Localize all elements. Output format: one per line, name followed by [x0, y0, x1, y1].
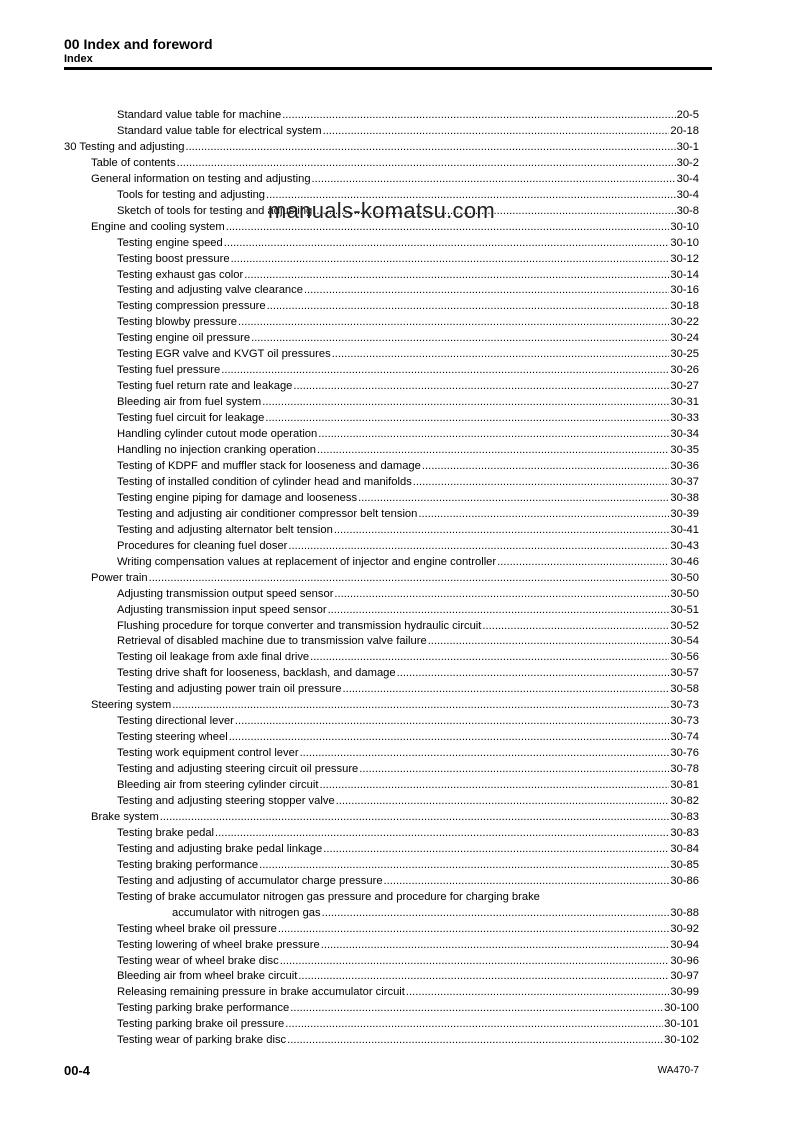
toc-entry[interactable]: [64, 969, 699, 985]
toc-entry-title: Testing fuel circuit for leakage: [117, 412, 265, 425]
toc-leader-dots: [422, 459, 669, 475]
toc-entry[interactable]: [64, 730, 699, 746]
toc-entry-page: 30-96: [670, 954, 699, 967]
toc-entry[interactable]: [64, 315, 699, 331]
toc-entry-title: Bleeding air from steering cylinder circuit: [117, 779, 319, 792]
toc-leader-dots: [428, 634, 670, 650]
toc-leader-dots: [312, 172, 676, 188]
toc-entry-page: 30-25: [670, 348, 699, 361]
toc-entry[interactable]: [64, 299, 699, 315]
toc-entry-title: Standard value table for machine: [117, 109, 282, 121]
toc-entry[interactable]: [64, 363, 699, 379]
toc-entry-page: 30-97: [670, 970, 699, 983]
toc-leader-dots: [244, 268, 669, 284]
toc-leader-dots: [160, 810, 670, 826]
toc-entry-page: 30-101: [664, 1018, 699, 1031]
toc-entry-title: Testing engine piping for damage and looseness: [117, 491, 358, 504]
toc-entry-page: 30-100: [664, 1002, 699, 1015]
toc-entry-page: 20-18: [670, 124, 699, 137]
toc-entry-page: 30-10: [670, 220, 699, 233]
toc-leader-dots: [278, 922, 670, 938]
toc-entry-page: 30-51: [670, 603, 699, 616]
toc-leader-dots: [304, 283, 669, 299]
toc-entry-title: Handling no injection cranking operation: [117, 444, 317, 457]
toc-leader-dots: [334, 587, 669, 603]
toc-entry[interactable]: [64, 650, 699, 666]
toc-entry-page: 30-12: [670, 252, 699, 265]
toc-leader-dots: [224, 236, 670, 252]
toc-leader-dots: [293, 379, 669, 395]
toc-leader-dots: [418, 507, 669, 523]
toc-entry-page: 30-34: [670, 428, 699, 441]
toc-entry[interactable]: [64, 794, 699, 810]
toc-entry-page: 30-18: [670, 300, 699, 313]
toc-entry-page: 30-16: [670, 284, 699, 297]
toc-entry-page: 30-52: [670, 619, 699, 632]
footer-page-number: 00-4: [64, 1063, 91, 1078]
toc-leader-dots: [406, 985, 669, 1001]
toc-entry-page: 30-57: [670, 667, 699, 680]
toc-leader-dots: [319, 778, 669, 794]
toc-entry[interactable]: [64, 603, 699, 619]
toc-entry-title: Testing oil leakage from axle final drive: [117, 651, 310, 664]
toc-entry[interactable]: [64, 985, 699, 1001]
toc-leader-dots: [172, 698, 669, 714]
toc-entry-title: Handling cylinder cutout mode operation: [117, 428, 318, 441]
toc-entry-title: Brake system: [91, 810, 159, 823]
toc-entry[interactable]: [64, 826, 699, 842]
toc-entry[interactable]: [64, 938, 699, 954]
watermark: manuals-komatsu.com: [268, 198, 495, 223]
toc-entry-title: Testing engine speed: [117, 236, 223, 249]
page-subtitle: Index: [64, 53, 93, 65]
toc-entry[interactable]: [64, 1017, 699, 1033]
toc-leader-dots: [397, 666, 670, 682]
toc-leader-dots: [221, 363, 669, 379]
toc-leader-dots: [282, 108, 675, 124]
toc-entry-page: 30-82: [670, 794, 699, 807]
toc-entry[interactable]: [64, 507, 699, 523]
toc-entry-title: Testing boost pressure: [117, 252, 230, 265]
toc-entry-title: Releasing remaining pressure in brake accumulator circuit: [117, 986, 405, 999]
toc-entry-title: Testing directional lever: [117, 715, 234, 728]
toc-entry[interactable]: [64, 539, 699, 555]
toc-entry[interactable]: [64, 746, 699, 762]
toc-entry-page: 30-83: [670, 826, 699, 839]
toc-leader-dots: [334, 523, 670, 539]
toc-entry-title: Bleeding air from fuel system: [117, 396, 262, 409]
toc-entry-page: 30-81: [670, 779, 699, 792]
toc-entry-page: 30-43: [670, 539, 699, 552]
toc-entry-page: 30-22: [670, 316, 699, 329]
toc-entry-title: Testing parking brake performance: [117, 1002, 290, 1015]
toc-entry-title: Engine and cooling system: [91, 220, 225, 233]
toc-entry-title: Steering system: [91, 699, 172, 712]
toc-entry-page: 30-4: [676, 188, 699, 201]
toc-entry-title: Testing brake pedal: [117, 826, 215, 839]
toc-entry-title: Testing drive shaft for looseness, backlash, and damage: [117, 667, 396, 680]
toc-entry-page: 30-76: [670, 747, 699, 760]
toc-leader-dots: [251, 331, 669, 347]
toc-entry[interactable]: [64, 555, 699, 571]
toc-entry[interactable]: [64, 858, 699, 874]
toc-entry-page: 30-31: [670, 396, 699, 409]
toc-leader-dots: [336, 794, 670, 810]
toc-entry[interactable]: [64, 810, 699, 826]
toc-entry-title: Testing and adjusting brake pedal linkage: [117, 842, 323, 855]
toc-entry[interactable]: [64, 124, 699, 140]
toc-leader-dots: [185, 140, 675, 156]
toc-entry[interactable]: [64, 379, 699, 395]
toc-entry-title: Tools for testing and adjusting: [117, 188, 266, 201]
toc-leader-dots: [259, 858, 669, 874]
toc-entry-title: General information on testing and adjusting: [91, 172, 311, 185]
toc-entry-title: Testing wear of parking brake disc: [117, 1034, 287, 1047]
toc-entry-page: 30-88: [670, 906, 699, 919]
toc-entry-page: 30-33: [670, 412, 699, 425]
toc-entry[interactable]: [64, 411, 699, 427]
toc-entry-title: Testing parking brake oil pressure: [117, 1018, 285, 1031]
toc-leader-dots: [300, 746, 670, 762]
toc-entry[interactable]: [64, 172, 699, 188]
toc-leader-dots: [287, 1033, 663, 1049]
toc-entry-page: 30-4: [676, 172, 699, 185]
toc-entry[interactable]: [64, 634, 699, 650]
toc-entry-title: Flushing procedure for torque converter and transmission hydraulic circuit: [117, 619, 482, 632]
toc-entry-title: Sketch of tools for testing and adjusting: [117, 204, 313, 217]
toc-entry-title: Testing and adjusting air conditioner compressor belt tension: [117, 507, 418, 520]
toc-entry-title: Testing lowering of wheel brake pressure: [117, 938, 320, 951]
table-of-contents: [64, 108, 699, 1049]
toc-leader-dots: [332, 347, 670, 363]
toc-leader-dots: [288, 539, 669, 555]
toc-entry-page: 30-99: [670, 986, 699, 999]
toc-leader-dots: [177, 156, 676, 172]
toc-entry[interactable]: [64, 906, 699, 922]
toc-entry-title: Testing and adjusting alternator belt tension: [117, 523, 333, 536]
toc-entry[interactable]: [64, 140, 699, 156]
toc-entry-page: 30-37: [670, 475, 699, 488]
toc-entry-page: 30-27: [670, 380, 699, 393]
toc-entry[interactable]: [64, 619, 699, 635]
toc-leader-dots: [280, 954, 670, 970]
toc-leader-dots: [149, 571, 670, 587]
toc-entry-page: 30-73: [670, 715, 699, 728]
toc-entry[interactable]: [64, 922, 699, 938]
toc-leader-dots: [262, 395, 669, 411]
toc-leader-dots: [384, 874, 670, 890]
toc-leader-dots: [310, 650, 669, 666]
header-rule: [64, 67, 712, 70]
toc-leader-dots: [359, 762, 669, 778]
toc-entry-page: 30-86: [670, 874, 699, 887]
toc-entry-page: 30-41: [670, 523, 699, 536]
toc-entry-title: Testing steering wheel: [117, 731, 228, 744]
toc-entry-title: Testing fuel return rate and leakage: [117, 380, 293, 393]
toc-entry-page: 30-92: [670, 922, 699, 935]
toc-entry-title: Testing and adjusting steering stopper valve: [117, 794, 335, 807]
toc-entry[interactable]: [64, 954, 699, 970]
toc-entry[interactable]: [64, 682, 699, 698]
toc-leader-dots: [290, 1001, 663, 1017]
toc-entry-title: Testing wear of wheel brake disc: [117, 954, 279, 967]
toc-entry-page: 30-36: [670, 459, 699, 472]
toc-entry-title: Testing work equipment control lever: [117, 747, 299, 760]
toc-entry[interactable]: [64, 1001, 699, 1017]
toc-entry-page: 30-50: [670, 571, 699, 584]
toc-entry-title: Testing and adjusting power train oil pressure: [117, 683, 342, 696]
toc-leader-dots: [321, 938, 670, 954]
toc-entry-page: 30-84: [670, 842, 699, 855]
toc-entry-title: Testing of KDPF and muffler stack for looseness and damage: [117, 459, 421, 472]
toc-entry[interactable]: [64, 395, 699, 411]
toc-entry-page: 30-73: [670, 699, 699, 712]
toc-leader-dots: [323, 124, 670, 140]
toc-entry-title: Testing of brake accumulator nitrogen gas pressure and procedure for charging brake: [117, 890, 540, 903]
toc-entry-title: Testing and adjusting of accumulator charge pressure: [117, 874, 383, 887]
toc-entry-page: 30-83: [670, 810, 699, 823]
toc-entry[interactable]: [64, 778, 699, 794]
toc-entry-title: Power train: [91, 571, 148, 584]
toc-entry-page: 30-78: [670, 763, 699, 776]
toc-entry[interactable]: [64, 842, 699, 858]
toc-leader-dots: [298, 969, 669, 985]
toc-entry[interactable]: [64, 236, 699, 252]
toc-entry-page: 30-14: [670, 268, 699, 281]
toc-leader-dots: [231, 252, 670, 268]
toc-entry[interactable]: [64, 890, 699, 906]
toc-entry[interactable]: [64, 347, 699, 363]
toc-entry-page: 30-10: [670, 236, 699, 249]
toc-entry-title: accumulator with nitrogen gas: [172, 906, 321, 919]
toc-entry-page: 30-2: [676, 156, 699, 169]
toc-leader-dots: [343, 682, 670, 698]
toc-entry[interactable]: [64, 156, 699, 172]
toc-leader-dots: [497, 555, 669, 571]
page-header: [64, 36, 213, 66]
toc-entry-title: Testing blowby pressure: [117, 316, 238, 329]
toc-entry-page: 30-35: [670, 444, 699, 457]
toc-entry[interactable]: [64, 698, 699, 714]
toc-entry-title: Testing braking performance: [117, 858, 259, 871]
toc-entry[interactable]: [64, 443, 699, 459]
toc-entry-page: 30-56: [670, 651, 699, 664]
toc-entry-page: 30-38: [670, 491, 699, 504]
page-title: 00 Index and foreword: [64, 36, 213, 52]
toc-entry[interactable]: [64, 874, 699, 890]
toc-entry-title: Table of contents: [91, 156, 176, 169]
toc-entry-title: Testing compression pressure: [117, 300, 266, 313]
toc-leader-dots: [265, 411, 669, 427]
toc-entry[interactable]: [64, 491, 699, 507]
toc-leader-dots: [482, 619, 669, 635]
toc-leader-dots: [323, 842, 669, 858]
toc-entry-title: Standard value table for electrical system: [117, 124, 322, 137]
toc-entry-page: 30-58: [670, 683, 699, 696]
footer-model: WA470-7: [657, 1065, 699, 1076]
toc-leader-dots: [215, 826, 669, 842]
toc-entry-page: 30-54: [670, 635, 699, 648]
toc-entry-title: Bleeding air from wheel brake circuit: [117, 970, 298, 983]
toc-entry-title: Retrieval of disabled machine due to transmission valve failure: [117, 635, 427, 648]
toc-leader-dots: [413, 475, 670, 491]
toc-entry-title: Testing and adjusting steering circuit oil pressure: [117, 763, 359, 776]
toc-leader-dots: [317, 443, 669, 459]
toc-entry-page: 30-8: [676, 204, 699, 217]
toc-entry[interactable]: [64, 331, 699, 347]
toc-entry[interactable]: [64, 268, 699, 284]
toc-entry-title: Testing EGR valve and KVGT oil pressures: [117, 348, 331, 361]
toc-entry[interactable]: [64, 459, 699, 475]
toc-leader-dots: [229, 730, 670, 746]
toc-leader-dots: [285, 1017, 663, 1033]
toc-entry[interactable]: [64, 475, 699, 491]
toc-leader-dots: [318, 427, 669, 443]
toc-entry-page: 30-85: [670, 858, 699, 871]
toc-entry-page: 30-1: [676, 140, 699, 153]
toc-leader-dots: [328, 603, 670, 619]
toc-entry-title: Testing exhaust gas color: [117, 268, 244, 281]
toc-leader-dots: [267, 299, 670, 315]
toc-entry-page: 30-94: [670, 938, 699, 951]
toc-entry-title: Testing of installed condition of cylinder head and manifolds: [117, 475, 412, 488]
toc-leader-dots: [235, 714, 669, 730]
toc-entry-title: Testing and adjusting valve clearance: [117, 284, 303, 297]
toc-leader-dots: [238, 315, 669, 331]
toc-entry-page: 30-50: [670, 587, 699, 600]
toc-entry-title: Procedures for cleaning fuel doser: [117, 539, 288, 552]
toc-entry[interactable]: [64, 666, 699, 682]
toc-entry-page: 20-5: [676, 109, 699, 121]
toc-entry[interactable]: [64, 252, 699, 268]
toc-entry[interactable]: [64, 587, 699, 603]
toc-entry[interactable]: [64, 1033, 699, 1049]
toc-entry[interactable]: [64, 714, 699, 730]
toc-leader-dots: [358, 491, 669, 507]
toc-entry-page: 30-102: [664, 1034, 699, 1047]
toc-entry[interactable]: [64, 283, 699, 299]
toc-entry[interactable]: [64, 571, 699, 587]
toc-entry-page: 30-24: [670, 332, 699, 345]
toc-entry[interactable]: [64, 427, 699, 443]
toc-entry-title: Adjusting transmission input speed sensor: [117, 603, 327, 616]
toc-entry-title: Testing fuel pressure: [117, 364, 221, 377]
toc-entry[interactable]: [64, 762, 699, 778]
toc-entry[interactable]: [64, 108, 699, 124]
toc-entry-page: 30-39: [670, 507, 699, 520]
toc-entry-page: 30-74: [670, 731, 699, 744]
toc-entry-page: 30-26: [670, 364, 699, 377]
toc-entry-title: Testing wheel brake oil pressure: [117, 922, 277, 935]
toc-entry-page: 30-46: [670, 555, 699, 568]
toc-entry[interactable]: [64, 523, 699, 539]
toc-leader-dots: [322, 906, 670, 922]
toc-entry-title: Writing compensation values at replacement of injector and engine controller: [117, 555, 497, 568]
toc-entry-title: Testing engine oil pressure: [117, 332, 251, 345]
toc-entry-title: 30 Testing and adjusting: [64, 140, 185, 153]
toc-entry-title: Adjusting transmission output speed sensor: [117, 587, 334, 600]
